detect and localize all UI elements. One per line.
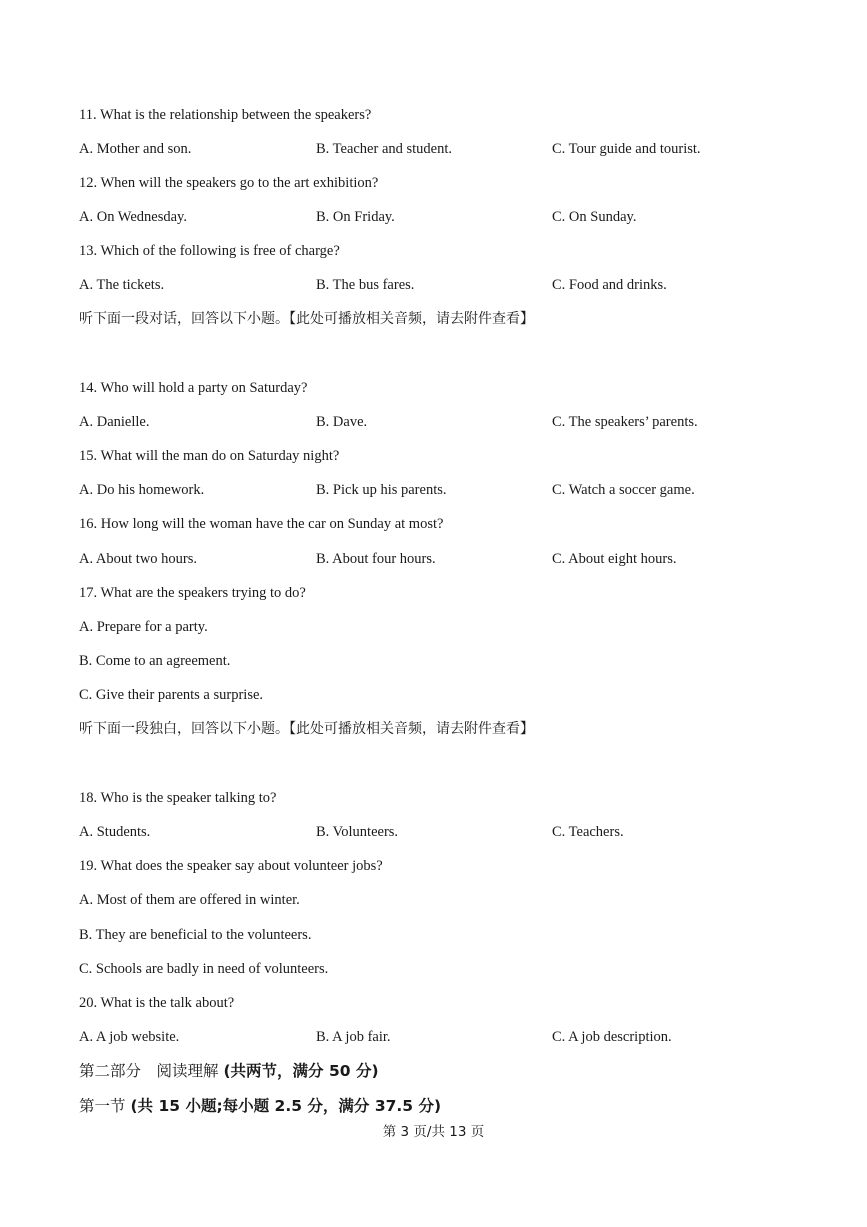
- question-stem: 17. What are the speakers trying to do?: [79, 585, 306, 601]
- option-c: C. The speakers’ parents.: [552, 414, 698, 430]
- option-a: A. About two hours.: [79, 551, 198, 567]
- question-stem: 12. When will the speakers go to the art exhibition?: [79, 175, 379, 191]
- monologue-instruction: 听下面一段独白，回答以下小题。【此处可播放相关音频，请去附件查看】: [79, 721, 534, 737]
- option-a: A. Mother and son.: [79, 141, 192, 157]
- option-a: A. Do his homework.: [79, 482, 205, 498]
- part2-heading: [79, 1062, 379, 1080]
- option-c: C. Food and drinks.: [552, 277, 667, 293]
- option-b: B. Dave.: [316, 414, 368, 430]
- option-b: B. The bus fares.: [316, 277, 415, 293]
- option-a: A. Prepare for a party.: [79, 619, 208, 635]
- option-b: B. A job fair.: [316, 1029, 391, 1045]
- page-footer: 第 3 页/共 13 页: [382, 1124, 485, 1140]
- option-b: B. Volunteers.: [316, 824, 399, 840]
- section1-title: 第一节: [79, 1097, 126, 1115]
- option-b: B. On Friday.: [316, 209, 395, 225]
- question-stem: 20. What is the talk about?: [79, 995, 235, 1011]
- section1-text-1: (共: [130, 1097, 154, 1115]
- section1-heading: [79, 1097, 441, 1115]
- section1-text-4: 分): [418, 1097, 442, 1115]
- option-c: C. On Sunday.: [552, 209, 637, 225]
- option-b: B. Come to an agreement.: [79, 653, 231, 669]
- option-c: C. Tour guide and tourist.: [552, 141, 701, 157]
- dialogue-instruction: 听下面一段对话，回答以下小题。【此处可播放相关音频，请去附件查看】: [79, 311, 534, 327]
- option-b: B. About four hours.: [316, 551, 436, 567]
- question-stem: 11. What is the relationship between the speakers?: [79, 107, 372, 123]
- question-stem: 19. What does the speaker say about volunteer jobs?: [79, 858, 383, 874]
- question-stem: 15. What will the man do on Saturday night?: [79, 448, 340, 464]
- question-stem: 13. Which of the following is free of charge?: [79, 243, 340, 259]
- section1-text-3: 分，满分: [307, 1097, 370, 1115]
- option-a: A. Students.: [79, 824, 151, 840]
- section1-count: 15: [158, 1097, 181, 1115]
- section1-total: 37.5: [374, 1097, 414, 1115]
- option-a: A. Most of them are offered in winter.: [79, 892, 300, 908]
- option-c: C. About eight hours.: [552, 551, 677, 567]
- option-c: C. Give their parents a surprise.: [79, 687, 264, 703]
- option-a: A. A job website.: [79, 1029, 180, 1045]
- question-stem: 16. How long will the woman have the car on Sunday at most?: [79, 516, 444, 532]
- part2-paren-open: (共两节，满分: [223, 1062, 324, 1080]
- part2-title: 第二部分 阅读理解: [79, 1062, 219, 1080]
- option-c: C. Schools are badly in need of volunteers.: [79, 961, 329, 977]
- option-c: C. A job description.: [552, 1029, 672, 1045]
- option-c: C. Teachers.: [552, 824, 624, 840]
- question-stem: 14. Who will hold a party on Saturday?: [79, 380, 308, 396]
- option-b: B. They are beneficial to the volunteers.: [79, 927, 312, 943]
- question-stem: 18. Who is the speaker talking to?: [79, 790, 277, 806]
- option-c: C. Watch a soccer game.: [552, 482, 695, 498]
- option-b: B. Teacher and student.: [316, 141, 453, 157]
- option-a: A. The tickets.: [79, 277, 165, 293]
- part2-paren-close: 分): [355, 1062, 379, 1080]
- section1-text-2: 小题;每小题: [185, 1097, 270, 1115]
- option-b: B. Pick up his parents.: [316, 482, 447, 498]
- option-a: A. On Wednesday.: [79, 209, 187, 225]
- section1-each: 2.5: [274, 1097, 303, 1115]
- part2-score: 50: [328, 1062, 351, 1080]
- option-a: A. Danielle.: [79, 414, 150, 430]
